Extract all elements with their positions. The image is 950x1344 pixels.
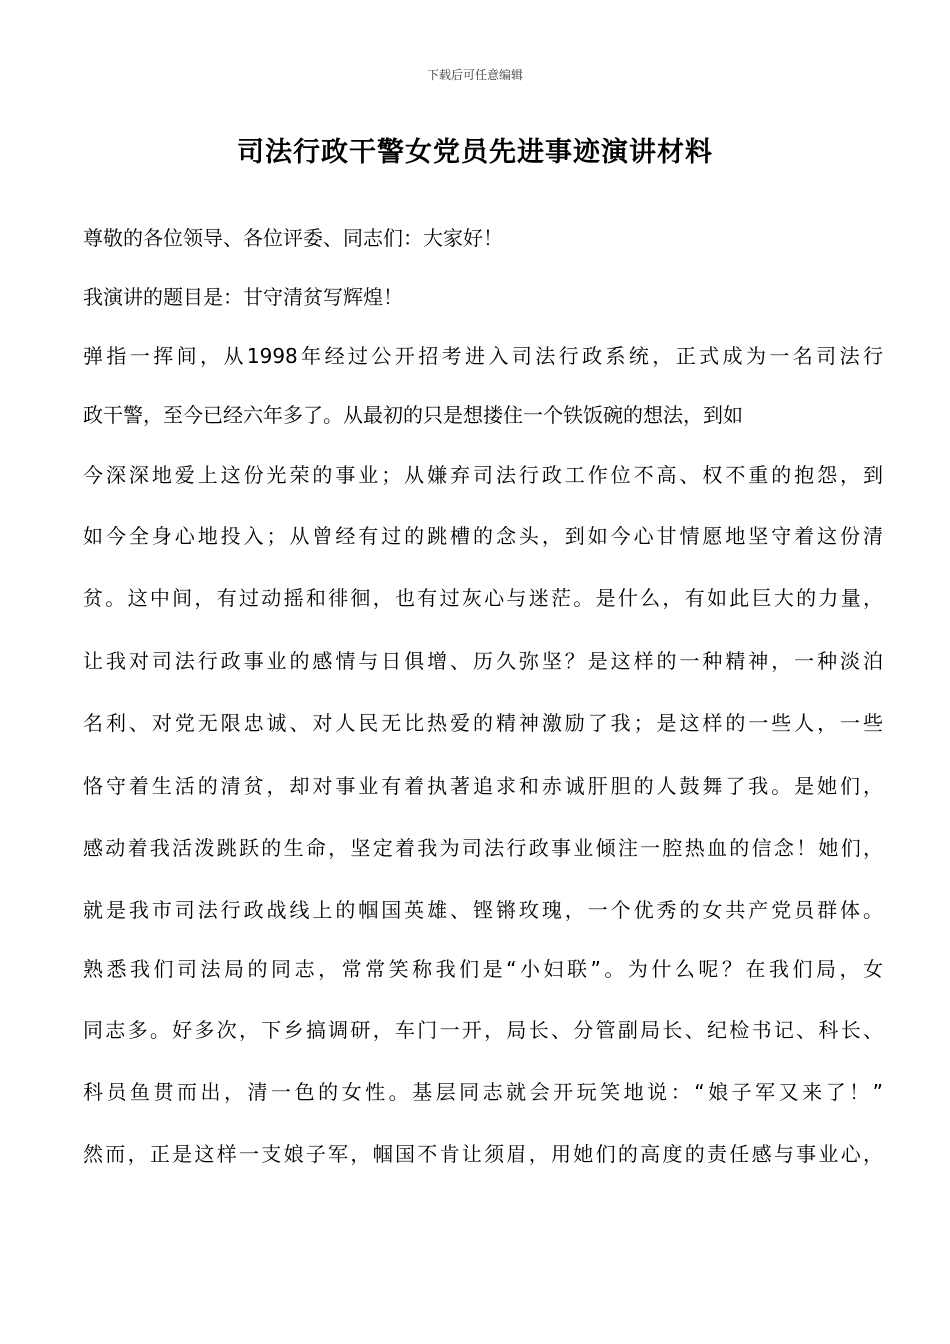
header-note: 下载后可任意编辑: [426, 68, 523, 82]
document-title: 司法行政干警女党员先进事迹演讲材料: [237, 137, 713, 168]
body-line: 熟悉我们司法局的同志，常常笑称我们是“小妇联”。为什么呢？在我们局，女: [83, 957, 883, 981]
greeting-line: 尊敬的各位领导、各位评委、同志们：大家好！: [83, 226, 503, 250]
body-line: 弹指一挥间，从1998年经过公开招考进入司法行政系统，正式成为一名司法行: [83, 344, 883, 368]
body-line: 同志多。好多次，下乡搞调研，车门一开，局长、分管副局长、纪检书记、科长、: [83, 1018, 883, 1042]
speech-topic-line: 我演讲的题目是：甘守清贫写辉煌！: [83, 285, 403, 309]
body-line: 名利、对党无限忠诚、对人民无比热爱的精神激励了我；是这样的一些人，一些: [83, 711, 883, 735]
body-line: 贫。这中间，有过动摇和徘徊，也有过灰心与迷茫。是什么，有如此巨大的力量，: [83, 586, 883, 610]
body-line: 如今全身心地投入；从曾经有过的跳槽的念头，到如今心甘情愿地坚守着这份清: [83, 524, 883, 548]
body-line: 感动着我活泼跳跃的生命，坚定着我为司法行政事业倾注一腔热血的信念！她们，: [83, 836, 883, 860]
body-line: 让我对司法行政事业的感情与日俱增、历久弥坚？是这样的一种精神，一种淡泊: [83, 649, 883, 673]
body-line: 就是我市司法行政战线上的帼国英雄、铿锵玫瑰，一个优秀的女共产党员群体。: [83, 898, 883, 922]
body-line: 政干警，至今已经六年多了。从最初的只是想搂住一个铁饭碗的想法，到如: [83, 403, 743, 427]
body-line: 今深深地爱上这份光荣的事业；从嫌弃司法行政工作位不高、权不重的抱怨，到: [83, 463, 883, 487]
body-line: 然而，正是这样一支娘子军，帼国不肯让须眉，用她们的高度的责任感与事业心，: [83, 1142, 883, 1166]
body-line: 科员鱼贯而出，清一色的女性。基层同志就会开玩笑地说：“娘子军又来了！”: [83, 1080, 883, 1104]
body-line: 恪守着生活的清贫，却对事业有着执著追求和赤诚肝胆的人鼓舞了我。是她们，: [83, 774, 883, 798]
